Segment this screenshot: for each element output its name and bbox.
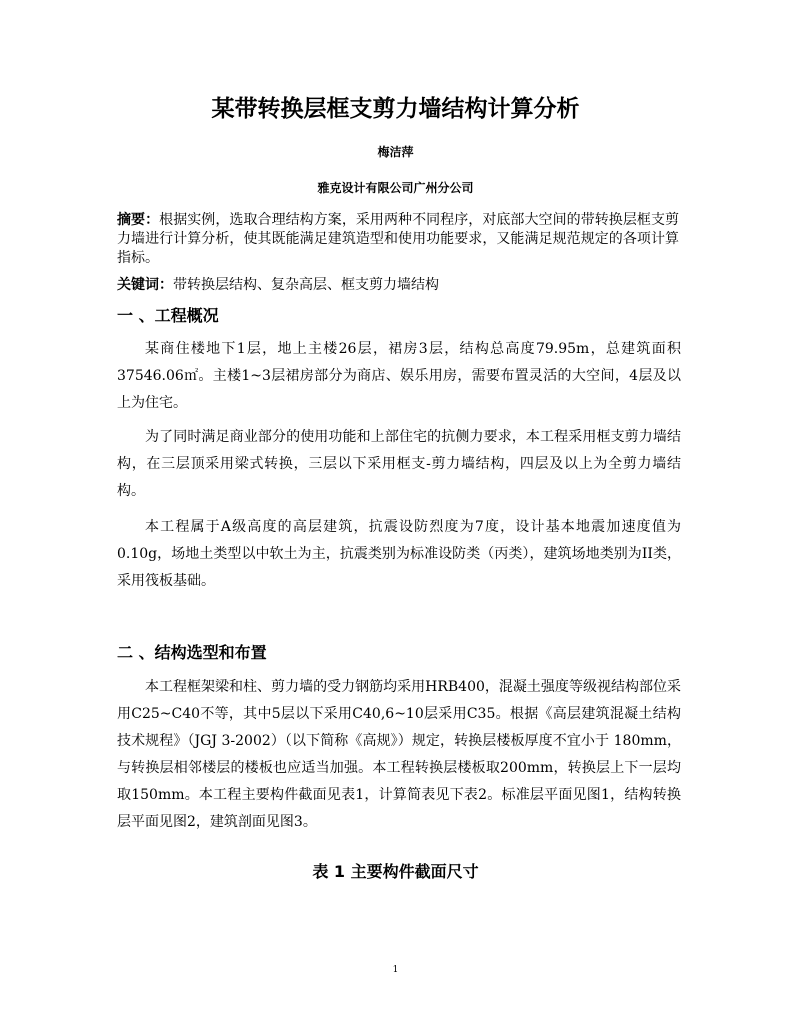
keywords-label: 关键词： bbox=[117, 277, 173, 293]
section-1-heading: 一 、工程概况 bbox=[117, 306, 219, 325]
paper-title: 某带转换层框支剪力墙结构计算分析 bbox=[211, 96, 580, 122]
section-1-paragraph: 本工程属于A级高度的高层建筑，抗震设防烈度为7度，设计基本地震加速度值为 0.10g，场地土类型以中软土为主，抗震类别为标准设防类（丙类），建筑场地类别为II类，采用筏板基础。 bbox=[117, 519, 681, 589]
abstract-text: 根据实例，选取合理结构方案，采用两种不同程序，对底部大空间的带转换层框支剪力墙进行计算分析，使其既能满足建筑造型和使用功能要求，又能满足规范规定的各项计算指标。 bbox=[117, 212, 680, 266]
keywords bbox=[117, 276, 679, 295]
section-2-paragraph: 本工程框架梁和柱、剪力墙的受力钢筋均采用HRB400，混凝土强度等级视结构部位采用C25~C40不等，其中5层以下采用C40,6~10层采用C35。根据《高层建筑混凝土结构技术规程》（JGJ 3-2002）（以下简称《高规》）规定，转换层楼板厚度不宜小于 180mm，与转换层相邻楼层的楼板也应适当加强。本工程转换层楼板取200mm，转换层上下一层均取150mm。本工程主要构件截面见表1，计算简表见下表2。标准层平面见图1，结构转换层平面见图2，建筑剖面见图3。 bbox=[117, 679, 681, 830]
author-name: 梅洁萍 bbox=[377, 145, 414, 159]
page-number: 1 bbox=[392, 965, 399, 975]
affiliation: 雅克设计有限公司广州分公司 bbox=[317, 181, 474, 195]
section-2-heading: 二 、结构选型和布置 bbox=[117, 643, 267, 662]
abstract-label: 摘要： bbox=[117, 212, 160, 228]
table-1-title: 表 1 主要构件截面尺寸 bbox=[312, 862, 479, 881]
abstract bbox=[117, 211, 679, 268]
section-1-paragraph: 为了同时满足商业部分的使用功能和上部住宅的抗侧力要求，本工程采用框支剪力墙结构，在三层顶采用梁式转换，三层以下采用框支-剪力墙结构，四层及以上为全剪力墙结构。 bbox=[117, 429, 681, 499]
keywords-text: 带转换层结构、复杂高层、框支剪力墙结构 bbox=[173, 277, 439, 293]
section-1-paragraph: 某商住楼地下1层，地上主楼26层，裙房3层，结构总高度79.95m，总建筑面积37546.06㎡。主楼1~3层裙房部分为商店、娱乐用房，需要布置灵活的大空间，4层及以上为住宅。 bbox=[117, 341, 681, 411]
